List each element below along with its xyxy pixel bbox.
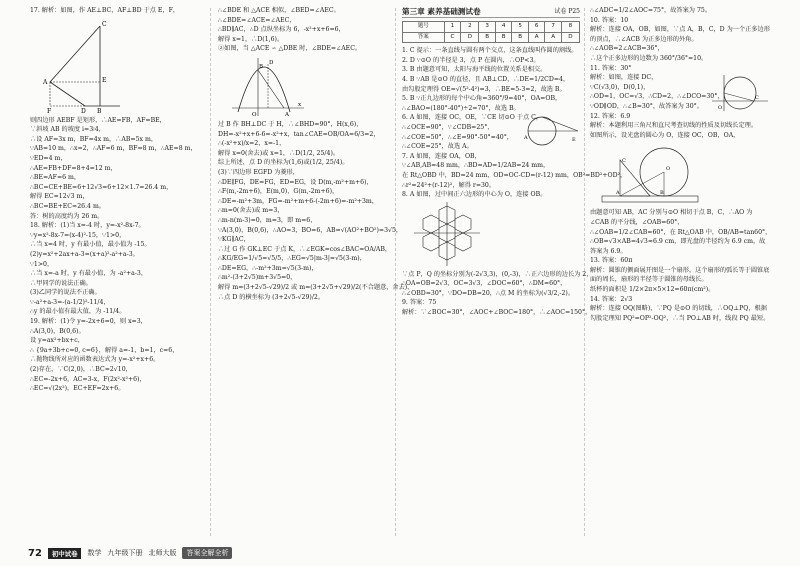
text-line: 设 y=ax²+bx+c， [30, 337, 84, 345]
text-line: ∴∠COE=25°，故选 A。 [402, 143, 473, 151]
text-line: ∴∠BDE 和 △ACE 相似，∠BED=∠AEC。 [218, 7, 340, 14]
answer-table [402, 21, 580, 43]
text-line: ∴∠OAB=1/2∠CAB=60°，在 Rt△OAB 中，OB/AB=tan60°， [590, 228, 772, 236]
column-2 [218, 6, 414, 541]
chapter-title: 第三章 素养基础测试卷 [402, 6, 481, 16]
svg-text:D: D [81, 107, 86, 115]
svg-text:A: A [616, 190, 620, 197]
text-line: ∴m-n(m-3)=0，m=3，即 m=6， [218, 216, 317, 224]
text-line: ∴OB=√3×AB=4√3≈6.9 cm，即光盘的半径约为 6.9 cm，故答案为 6.9。 [590, 238, 766, 255]
text-line: ∴AE=FB+DF=8+4=12 m， [30, 164, 117, 172]
text-line: ∵斜坡 AB 的坡度 i=3∶4， [30, 126, 105, 134]
text-line: 2. D ∵⊙O 的半径是 3，点 P 在圆内，∴OP<3。 [402, 56, 540, 64]
text-line: ∴BC=CE+BE=6+12√3=6+12×1.7=26.4 m， [30, 183, 173, 191]
text-line: ∴DE=-m²+3m，FG=-m²+m+6-(-2m+6)=-m²+3m， [218, 197, 378, 205]
text-line: 1. C 提示：一条直线与圆有两个交点，这条直线叫作圆的割线。 [402, 47, 578, 55]
text-line: ∴m=0(舍去)或 m=3， [218, 207, 284, 215]
text-line: ∴OD=1，OC=√3，∴CD=2，∴∠DCO=30°， [590, 93, 724, 101]
table-cell: 1 [444, 22, 461, 33]
svg-text:C: C [102, 20, 107, 28]
chapter-header [402, 6, 580, 18]
text-line: ∵1>0， [30, 260, 54, 268]
text-line: 6. A 如图，连接 OC，OE，∵CE 切⊙O 于点 C， [402, 114, 543, 122]
text-line: ∴F(m,-2m+6)，E(m,0)，G(m,-2m+6)， [218, 188, 339, 196]
text-line: 18. 解析：(1)当 x=-4 时，y=-x²-8x-7。 [30, 222, 145, 230]
svg-text:A: A [285, 111, 289, 118]
text-line: (3)乙同学的说法不正确。 [30, 289, 101, 297]
subject-label: 数学 [87, 549, 102, 557]
svg-text:A: A [43, 78, 48, 86]
brand-logo: 初中试卷 [48, 548, 82, 559]
svg-text:C: C [622, 158, 626, 165]
text-line: 12. 答案：6.9 [590, 112, 631, 120]
text-line: ∴m²-(3+2√5)m+3√5=0， [218, 274, 297, 282]
text-line: ∵y=x²-8x-7=(x-4)²-15，∵1>0， [30, 231, 126, 239]
text-line: ∵点 P，Q 的坐标分别为(-2√3,3)，(0,-3)，∴正六边形的边长为 2， [402, 270, 593, 278]
svg-text:O: O [252, 111, 257, 118]
text-line: 解析：圆锥的侧面展开图是一个扇形，这个扇形的弧长等于圆锥底面的周长，扇形的半径等于圆锥的母线长。 [590, 266, 770, 284]
text-line: 13. 答案：60π [590, 257, 633, 265]
table-cell: 3 [479, 22, 496, 33]
slope-tree-figure [40, 18, 130, 114]
answer-table-row-answers [403, 32, 580, 43]
table-cell: C [444, 32, 461, 43]
text-line: ∴∠BDE=∠ACE=∠AEC， [218, 16, 296, 24]
table-cell: D [561, 32, 579, 43]
text-line: 11. 答案：30° [590, 64, 632, 72]
text-line: ∴BE=AF=6 m， [30, 174, 81, 182]
edition-label: 北师大版 [148, 549, 177, 557]
text-line: ∵AB=10 m，∴x=2，∴AF=6 m，BF=8 m，∴AE=8 m， [30, 145, 197, 153]
svg-text:E: E [572, 137, 576, 144]
page-footer [28, 546, 772, 560]
text-line: ∴KG/EG=1/√5=√5/5，∴EG=√5|m-3|=√5(3-m)， [218, 255, 366, 263]
text-line: 5. B ∵正九边形的每个中心角=360°/9=40°，OA=OB， [402, 95, 562, 103]
text-line: 19. 解析：(1)令 y=-2x+6=0，则 x=3， [30, 318, 147, 326]
text-line: 如图所示，设光盘的圆心为 O，连接 OC，OB，OA， [590, 131, 740, 139]
table-cell: 5 [512, 22, 529, 33]
text-line: 解析：∵∠BOC=30°，∠AOC+∠BOC=180°，∴∠AOC=150°， [402, 309, 592, 317]
column-1 [30, 6, 200, 541]
text-line: 解得 m=(3+2√5-√29)/2 或 m=(3+2√5+√29)/2(不合题意，舍去)， [218, 284, 414, 292]
answer-table-row-numbers [403, 22, 580, 33]
text-line: 14. 答案：2√3 [590, 295, 633, 303]
grade-label: 九年级下册 [107, 549, 143, 557]
text-line: 综上所述，点 D 的坐标为(1,6)或(1/2, 25/4)。 [218, 159, 349, 167]
text-line: 答：树的高度约为 26 m。 [30, 212, 104, 220]
text-line: 解得 x=0(舍去)或 x=1，∴D(1/2, 25/4)。 [218, 149, 340, 157]
svg-text:D: D [269, 59, 274, 66]
text-line: ∴当 x=-a 时，y 有最小值，为 -a²+a-3， [30, 270, 148, 278]
disc-ruler-figure [600, 142, 700, 206]
svg-text:C: C [755, 95, 759, 102]
text-line: 17. 解析：如图，作 AE⊥BC，AF⊥BD 于点 E，F， [30, 7, 180, 14]
text-line: ∴r²=24²+(r-12)²，解得 r=30。 [402, 181, 496, 189]
text-line: ∴∠BAO=(180°-40°)÷2=70°，故选 B。 [402, 104, 520, 112]
page-number: 72 [28, 547, 42, 559]
text-line: 8. A 如图，过中间正六边形的中心为 O，连接 OB。 [402, 191, 547, 199]
svg-text:O: O [666, 166, 671, 173]
table-cell: 答案 [403, 32, 445, 43]
text-line: ∴OA=OB=2√3，OC=3√3，∠DOC=60°，∴DM=60°， [402, 280, 567, 288]
text-line: ∵A(3,0)，B(0,6)，∴AO=3，BO=6，AB=√(AO²+BO²)=3√5， [218, 226, 403, 234]
text-line: ∴∠ADC=1/2∠AOC=75°，故答案为 75。 [590, 7, 712, 14]
text-line: 解析：如图，连接 DC， [590, 74, 658, 82]
parabola-figure [228, 56, 308, 118]
text-line: ∴∠AOB=2∠ACB=36°， [590, 45, 664, 53]
text-line: 10. 答案：10 [590, 16, 629, 24]
svg-text:B: B [97, 107, 102, 115]
text-line: 纸杯的面积是 1/2×2π×5×12=60π(cm²)。 [590, 286, 715, 294]
text-line: ∴当 x=4 时，y 有最小值，最小值为 -15。 [30, 241, 151, 249]
text-line: 解析：连接 OQ(图略)，∵PQ 是⊙O 的切线，∴OQ⊥PQ，根据勾股定理知 PQ²=OP²-OQ²，∴当 PO⊥AB 时，线段 PQ 最短。 [590, 305, 770, 322]
answer-book-label: 答案全解全析 [182, 547, 232, 559]
text-line: ∵ED=4 m， [30, 154, 67, 162]
table-cell: 6 [528, 22, 544, 33]
text-line: ∴点 D 的横坐标为 (3+2√5-√29)/2。 [218, 293, 325, 301]
text-line: ∴过 G 作 GK⊥EC 于点 K，∴∠EGK=cos∠BAC=OA/AB， [218, 245, 392, 253]
svg-text:A: A [524, 135, 528, 142]
text-line: 由题意可知 AB，AC 分别与⊙O 相切于点 B，C，∴AO 为∠CAB 的平分线，∠OAB=60°， [590, 209, 753, 226]
column-divider [210, 8, 211, 536]
text-line: 9. 答案：75 [402, 299, 437, 307]
text-line: ∴DE=EG，∴-m²+3m=√5(3-m)， [218, 264, 318, 272]
table-cell: 2 [461, 22, 479, 33]
table-cell: 7 [545, 22, 561, 33]
text-line: ∴甲同学的说法正确。 [30, 279, 92, 287]
text-line: 3. B 由题意可知，太阳与海平线的位置关系是相交。 [402, 66, 547, 74]
table-cell: 8 [561, 22, 579, 33]
hexagon-figure [412, 202, 482, 268]
text-line: ②如图，当 △ACE ∽ △DBE 时，∠BDE=∠AEC。 [218, 45, 362, 53]
text-line: ∵OD∥OD，∴∠B=30°，故答案为 30°。 [590, 102, 703, 110]
text-line: ∵KG∥AC， [218, 236, 250, 244]
text-line: 7. A 如图，连接 OA，OB， [402, 152, 481, 160]
chapter-page-ref: 试卷 P25 [554, 7, 580, 15]
text-line: 解得 x=1，∴D(1,6)。 [218, 35, 284, 43]
text-line: ∴(-x²+x)/x=2，x=-1， [218, 140, 286, 148]
text-line: ∴抛物线所对应的函数表达式为 y=-x²+x+6。 [30, 356, 160, 364]
svg-text:B: B [660, 190, 664, 197]
text-line: ∵C(√3,0)，D(0,1)， [590, 83, 650, 91]
text-line: 由勾股定理得 OE=√(5²-4²)=3，∴BE=5-3=2，故选 B。 [402, 85, 566, 93]
svg-text:B: B [259, 63, 264, 70]
text-line: ∴这个正多边形的边数为 360°/36°=10。 [590, 54, 708, 62]
text-line: ∴BC=BE+EC≈26.4 m。 [30, 202, 105, 210]
text-line: 在 Rt△OBD 中，BD=24 mm，OD=OC-CD=(r-12) mm，OB²=BD²+OD²， [402, 171, 627, 179]
text-line: ∴ {9a+3b+c=0, c=6}，解得 a=-1，b=1，c=6， [30, 346, 179, 354]
text-line: ∵∠AB,AB=48 mm，∴BD=AD=1/2AB=24 mm， [402, 162, 550, 170]
table-cell: A [545, 32, 561, 43]
text-line: (2)存在，∵C(2,0)，∴BC=2√10， [30, 366, 132, 374]
text-line: 过 B 作 BH⊥DC 于 H，∴∠BHD=90°，H(x,6)， [218, 120, 363, 128]
text-line: 解得 EC=12√3 m， [30, 193, 89, 201]
text-line: ∴设 AF=3x m，BF=4x m，∴AB=5x m， [30, 135, 158, 143]
text-line: ∴DE∥FG，DE=FG，ED=EG，设 D(m,-m²+m+6)， [218, 178, 373, 186]
column-divider [395, 8, 396, 536]
text-line: (2)y=x²+2ax+a-3=(x+a)²-a²+a-3。 [30, 250, 139, 258]
text-line: 解析：本题利用三角尺和直尺考查切线的性质及切线长定理。 [590, 122, 758, 130]
text-line: ∴EC=√(2x²)，EC+EF=2x+6。 [30, 385, 125, 393]
text-line: ∴∠OBD=30°，∵DO=DB=20，∴点 M 的坐标为(√3/2,-2)。 [402, 289, 575, 297]
table-cell: D [461, 32, 479, 43]
text-line: ∴∠COE=50°，∴∠E=90°-50°=40°， [402, 133, 513, 141]
text-line: 4. B ∵AB 是⊙O 的直径，且 AB⊥CD，∴DE=1/2CD=4， [402, 75, 570, 83]
text-line: ∴A(3,0)，B(0,6)。 [30, 327, 85, 335]
table-cell: B [512, 32, 529, 43]
table-cell: B [495, 32, 512, 43]
svg-text:x: x [298, 101, 302, 108]
text-line: ∵-a²+a-3=-(a-1/2)²-11/4， [30, 298, 110, 306]
text-line: DH=-x²+x+6-6=-x²+x，tan∠CAE=OB/OA=6/3=2， [218, 130, 380, 138]
text-line: 则四边形 AEBF 是矩形，∴AE=FB，AF=BE， [30, 116, 166, 124]
text-line: (3)∵四边形 EGFD 为菱形， [218, 168, 299, 176]
svg-text:O: O [718, 105, 723, 112]
table-cell: B [479, 32, 496, 43]
text-line: ∴y 的最小值有最大值，为 -11/4。 [30, 308, 126, 316]
text-line: 解析：连接 OA，OB，如图，∵点 A，B，C，D 为一个正多边形的顶点，∴∠ACB 为正多边形的外角。 [590, 26, 770, 43]
svg-text:F: F [47, 107, 52, 115]
table-cell: 4 [495, 22, 512, 33]
table-cell: A [528, 32, 544, 43]
column-4 [590, 6, 770, 541]
text-line: ∴∠OCE=90°，∵∠CDB=25°， [402, 123, 494, 131]
svg-text:E: E [102, 76, 107, 84]
table-cell: 题号 [403, 22, 445, 33]
text-line: ∴EC=-2x+6，AC=3-x，F(2x²-x²+6)， [30, 375, 146, 383]
text-line: ∴BD∥AC，∴D 点纵坐标为 6，-x²+x+6=6， [218, 26, 345, 34]
